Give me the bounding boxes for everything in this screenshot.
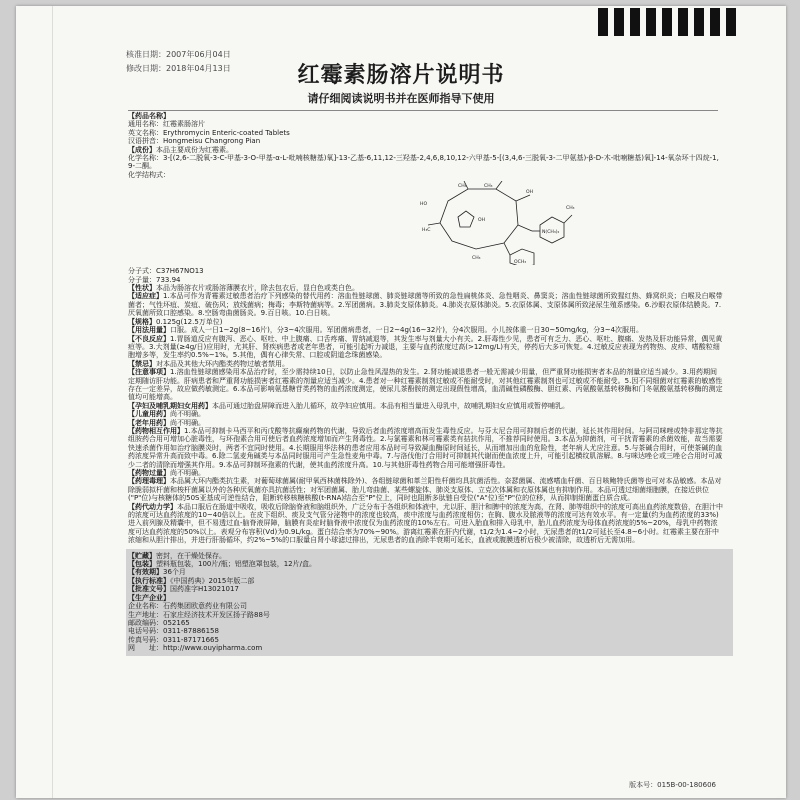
standard-text: 《中国药典》2015年版二部 bbox=[170, 576, 255, 585]
children bbox=[128, 410, 723, 418]
children-heading: 【儿童用药】 bbox=[128, 410, 170, 419]
approval-heading: 【批准文号】 bbox=[128, 585, 170, 594]
specification-heading: 【规格】 bbox=[128, 317, 156, 326]
overdose-text: 尚不明确。 bbox=[170, 469, 205, 477]
svg-text:CH₃: CH₃ bbox=[472, 256, 481, 262]
package bbox=[128, 560, 731, 568]
contra-heading: 【禁忌】 bbox=[128, 359, 156, 368]
approval-text: 国药准字H13021017 bbox=[170, 585, 239, 594]
document-code: 版本号：015B-00-180606 bbox=[629, 781, 716, 789]
manufacturer-heading: 【生产企业】 bbox=[128, 593, 170, 602]
precautions-heading: 【注意事项】 bbox=[128, 368, 170, 377]
composition-heading: 【成份】 bbox=[128, 145, 156, 154]
pk-heading: 【药代动力学】 bbox=[128, 502, 177, 511]
english-name: 英文名称：Erythromycin Enteric-coated Tablets bbox=[128, 128, 290, 137]
molecular-weight: 分子量：733.94 bbox=[128, 275, 181, 284]
precautions-text: 1.溶血性链球菌感染用本品治疗时，至少需持续10日，以防止急性风湿热的发生。2.肾功能减退患者一般无需减少用量，但严重肾功能损害者本品的剂量应适当减少。3.用药期间定期随访肝功能。肝病患者和严重肾功能损害者红霉素的剂量应适当减少。4.患者对一种红霉素制剂过敏或不能耐受时，对其他红霉素制剂也可过敏或不能耐受。5.因不同细菌对红霉素的敏感性存在一定差异，故应做药敏测定。6.本品可影响氨基糖苷类药物的血药浓度测定，使尿儿茶酚胺的测定出现假性增高，血清碱性磷酸酶、胆红素、丙氨酸氨基转移酶和门冬氨酸氨基转移酶的测定值均可能增高。 bbox=[128, 368, 723, 402]
chemical-name: 化学名称：3-[(2,6-二脱氧-3-C-甲基-3-O-甲基-α-L-吡喃核糖基)氧]-13-乙基-6,11,12-三羟基-2,4,6,8,10,12-六甲基-5-[(3,4,6-三脱氧-3-二甲氨基)-β-D-木-吡喃糖基)氧]-14-氧杂环十四烷-1,9-二酮。 bbox=[128, 154, 719, 171]
pharmacology-heading: 【药理毒理】 bbox=[128, 477, 170, 486]
interactions-text: 1.本品可抑制卡马西平和丙戊酸等抗癫痫药物的代谢，导致后者血药浓度增高而发生毒性反应。与芬太尼合用可抑制后者的代谢，延长其作用时间。与阿司咪唑或特非那定等抗组胺药合用可增加心脏毒性，与环孢素合用可使后者血药浓度增加而产生肾毒性。2.与氯霉素和林可霉素类有拮抗作用，不推荐同时使用。3.本品为抑菌剂，可干扰青霉素的杀菌效能，故当需要快速杀菌作用如治疗脑膜炎时，两者不宜同时使用。4.长期服用华法林的患者应用本品时可导致凝血酶原时间延长，从而增加出血的危险性，老年病人尤应注意。5.与茶碱合用时，可使茶碱的血药浓度异常升高而致中毒。6.除二氢麦角碱类与本品同时服用可产生急性麦角中毒。7.与洛伐他汀合用时可抑制其代谢而使血浓度上升，可能引起横纹肌溶解。8.与咪达唑仑或三唑仑合用时可减少二者的清除而增强其作用。9.本品可抑制环孢素的代谢，使其血药浓度升高。10.与其他肝毒性药物合用可能增强肝毒性。 bbox=[128, 426, 723, 469]
svg-text:OCH₃: OCH₃ bbox=[514, 260, 527, 266]
specification bbox=[128, 318, 723, 326]
svg-text:CH₃: CH₃ bbox=[484, 184, 493, 190]
fold-line bbox=[52, 6, 53, 798]
document-title: 红霉素肠溶片说明书 bbox=[297, 63, 505, 88]
interactions bbox=[128, 427, 723, 469]
interactions-heading: 【药物相互作用】 bbox=[128, 426, 184, 435]
postal-code: 邮政编码：052165 bbox=[128, 618, 190, 627]
indications-heading: 【适应症】 bbox=[128, 292, 163, 301]
company-name: 企业名称：石药集团欧意药业有限公司 bbox=[128, 602, 247, 611]
fax: 传真号码：0311-87171665 bbox=[128, 635, 219, 644]
storage-heading: 【贮藏】 bbox=[128, 551, 156, 560]
document-body bbox=[128, 112, 723, 656]
storage bbox=[128, 552, 731, 560]
leaflet-sheet bbox=[16, 6, 786, 798]
dosage bbox=[128, 326, 723, 334]
pk-text: 本品口服后在肠道中吸收，吸收后除脑脊液和脑组织外，广泛分布于各组织和体液中，尤以肝、胆汁和脾中的浓度为高，在肾、肺等组织中的浓度可高出血药浓度数倍，在胆汁中的浓度可达血药浓度的10~40倍以上。在皮下组织、痰及支气管分泌物中的浓度也较高，痰中浓度与血药浓度相仿；在胸、腹水及脓液等的浓度可达有效水平。有一定量(约为血药浓度的33%)进入前列腺及精囊中，但不易透过血-脑脊液屏障，脑膜有炎症时脑脊液中浓度仅为血药浓度的10%左右。可进入胎血和排入母乳中，胎儿血药浓度为母体血药浓度的5%~20%，母乳中药物浓度可达血药浓度的50%以上。表观分布容积(Vd)为0.9L/kg。蛋白结合率为70%~90%。游离红霉素在肝内代谢，t1/2为1.4~2小时，无尿患者的t1/2可延长至4.8~6小时。红霉素主要在肝中浓缩和从胆汁排出，并进行肝肠循环，约2%~5%的口服量自肾小球滤过排出，无尿患者的血消除半衰期可延长，血液或腹膜透析后极少被清除，故透析后无需加用。 bbox=[128, 502, 723, 545]
overdose-heading: 【药物过量】 bbox=[128, 469, 170, 477]
adverse-reactions bbox=[128, 335, 723, 360]
composition-text: 本品主要成份为红霉素。 bbox=[156, 145, 233, 154]
storage-text: 密封，在干燥处保存。 bbox=[156, 551, 226, 560]
pinyin-name: 汉语拼音：Hongmeisu Changrong Pian bbox=[128, 137, 261, 146]
children-text: 尚不明确。 bbox=[170, 410, 205, 419]
structural-formula bbox=[128, 181, 723, 265]
barcode bbox=[598, 8, 742, 36]
validity-text: 36个月 bbox=[163, 568, 186, 577]
package-info-strip bbox=[126, 549, 733, 656]
svg-text:N(CH₃)₂: N(CH₃)₂ bbox=[542, 230, 560, 236]
package-heading: 【包装】 bbox=[128, 560, 156, 569]
description-heading: 【性状】 bbox=[128, 284, 156, 293]
adverse-heading: 【不良反应】 bbox=[128, 334, 170, 343]
pregnancy-heading: 【孕妇及哺乳期妇女用药】 bbox=[128, 401, 212, 410]
dosage-heading: 【用法用量】 bbox=[128, 326, 170, 335]
svg-text:H₃C: H₃C bbox=[422, 228, 431, 234]
approval-number bbox=[128, 585, 731, 593]
document-subtitle: 请仔细阅读说明书并在医师指导下使用 bbox=[307, 92, 495, 105]
svg-text:CH₃: CH₃ bbox=[458, 184, 467, 190]
elderly-text: 尚不明确。 bbox=[170, 418, 205, 427]
generic-name: 通用名称：红霉素肠溶片 bbox=[128, 120, 205, 129]
website: 网 址：http://www.ouyipharma.com bbox=[128, 644, 263, 653]
adverse-text: 1.胃肠道反应有腹泻、恶心、呕吐、中上腹痛、口舌疼痛、胃纳减退等，其发生率与剂量大小有关。2.肝毒性少见，患者可有乏力、恶心、呕吐、腹痛、发热及肝功能异常，偶见黄疸等。3.大剂量(≥4g/日)应用时，尤其肝、肾疾病患者或老年患者，可能引起听力减退，主要与血药浓度过高(>12mg/L)有关，停药后大多可恢复。4.过敏反应表现为药物热、皮疹、嗜酸粒细胞增多等，发生率约0.5%~1%。5.其他，偶有心律失常、口腔或阴道念珠菌感染。 bbox=[128, 334, 723, 360]
structure-diagram bbox=[418, 181, 588, 265]
description-text: 本品为肠溶衣片或肠溶薄膜衣片，除去包衣后，显白色或类白色。 bbox=[156, 284, 359, 293]
pregnancy bbox=[128, 402, 723, 410]
precautions bbox=[128, 368, 723, 402]
svg-text:CH₃: CH₃ bbox=[566, 206, 575, 212]
indications-text: 1.本品可作为青霉素过敏患者治疗下列感染的替代用药：溶血性链球菌、肺炎链球菌等所致的急性扁桃体炎、急性咽炎、鼻窦炎；溶血性链球菌所致猩红热、蜂窝织炎；白喉及白喉带菌者；气性坏疽、炭疽、破伤风；放线菌病；梅毒；李斯特菌病等。2.军团菌病。3.肺炎支原体肺炎。4.肺炎衣原体肺炎。5.衣原体属、支原体属所致泌尿生殖系感染。6.沙眼衣原体结膜炎。7.厌氧菌所致口腔感染。8.空肠弯曲菌肠炎。9.百日咳。10.白日咳。 bbox=[128, 292, 723, 318]
section-heading-name: 【药品名称】 bbox=[128, 112, 170, 120]
composition bbox=[128, 146, 723, 154]
dosage-text: 口服。成人一日1~2g(8~16片)，分3~4次服用。军团菌病患者，一日2~4g(16~32片)，分4次服用。小儿按体重一日30~50mg/kg，分3~4次服用。 bbox=[170, 326, 644, 335]
contra-text: 对本品及其他大环内酯类药物过敏者禁用。 bbox=[156, 359, 289, 368]
structure-label: 化学结构式： bbox=[128, 170, 170, 179]
svg-text:OH: OH bbox=[526, 190, 534, 196]
elderly-heading: 【老年用药】 bbox=[128, 418, 170, 427]
standard-heading: 【执行标准】 bbox=[128, 576, 170, 585]
contraindications bbox=[128, 360, 723, 368]
validity-heading: 【有效期】 bbox=[128, 568, 163, 577]
validity bbox=[128, 568, 731, 576]
pharmacokinetics bbox=[128, 503, 723, 545]
svg-text:HO: HO bbox=[420, 202, 428, 208]
phone: 电话号码：0311-87886158 bbox=[128, 627, 219, 636]
header-rule bbox=[128, 110, 718, 111]
approval-date: 核准日期：2007年06月04日 bbox=[126, 50, 231, 59]
company-address: 生产地址：石家庄经济技术开发区扬子路88号 bbox=[128, 610, 270, 619]
pharmacology-text: 本品属大环内酯类抗生素，对葡萄球菌属(耐甲氧西林菌株除外)、各组链球菌和革兰阳性杆菌均具抗菌活性。奈瑟菌属、流感嗜血杆菌、百日咳鲍特氏菌等也可对本品敏感。本品对除脆弱拟杆菌和梭杆菌属以外的各种厌氧菌亦具抗菌活性；对军团菌属、胎儿弯曲菌、某些螺旋体、肺炎支原体、立克次体属和衣原体属也有抑制作用。本品可透过细菌细胞膜，在接近供位("P"位)与核糖体的50S亚基成可逆性结合，阻断转移核糖核酸(t-RNA)结合至"P"位上，同时也阻断多肽链自受位("A"位)至"P"位的位移，从而抑制细菌蛋白质合成。 bbox=[128, 477, 722, 503]
svg-text:OH: OH bbox=[478, 218, 486, 224]
indications bbox=[128, 292, 723, 317]
pregnancy-text: 本品可通过胎盘屏障而进入胎儿循环，故孕妇应慎用。本品有相当量进入母乳中，故哺乳期妇女应慎用或暂停哺乳。 bbox=[212, 401, 569, 410]
pharmacology bbox=[128, 477, 723, 502]
molecular-formula: 分子式：C37H67NO13 bbox=[128, 267, 204, 276]
specification-text: 0.125g(12.5万单位) bbox=[156, 317, 223, 326]
package-text: 塑料瓶包装，100片/瓶；铝塑泡罩包装，12片/盒。 bbox=[156, 560, 316, 569]
elderly bbox=[128, 419, 723, 427]
revision-date: 修改日期：2018年04月13日 bbox=[126, 64, 231, 73]
